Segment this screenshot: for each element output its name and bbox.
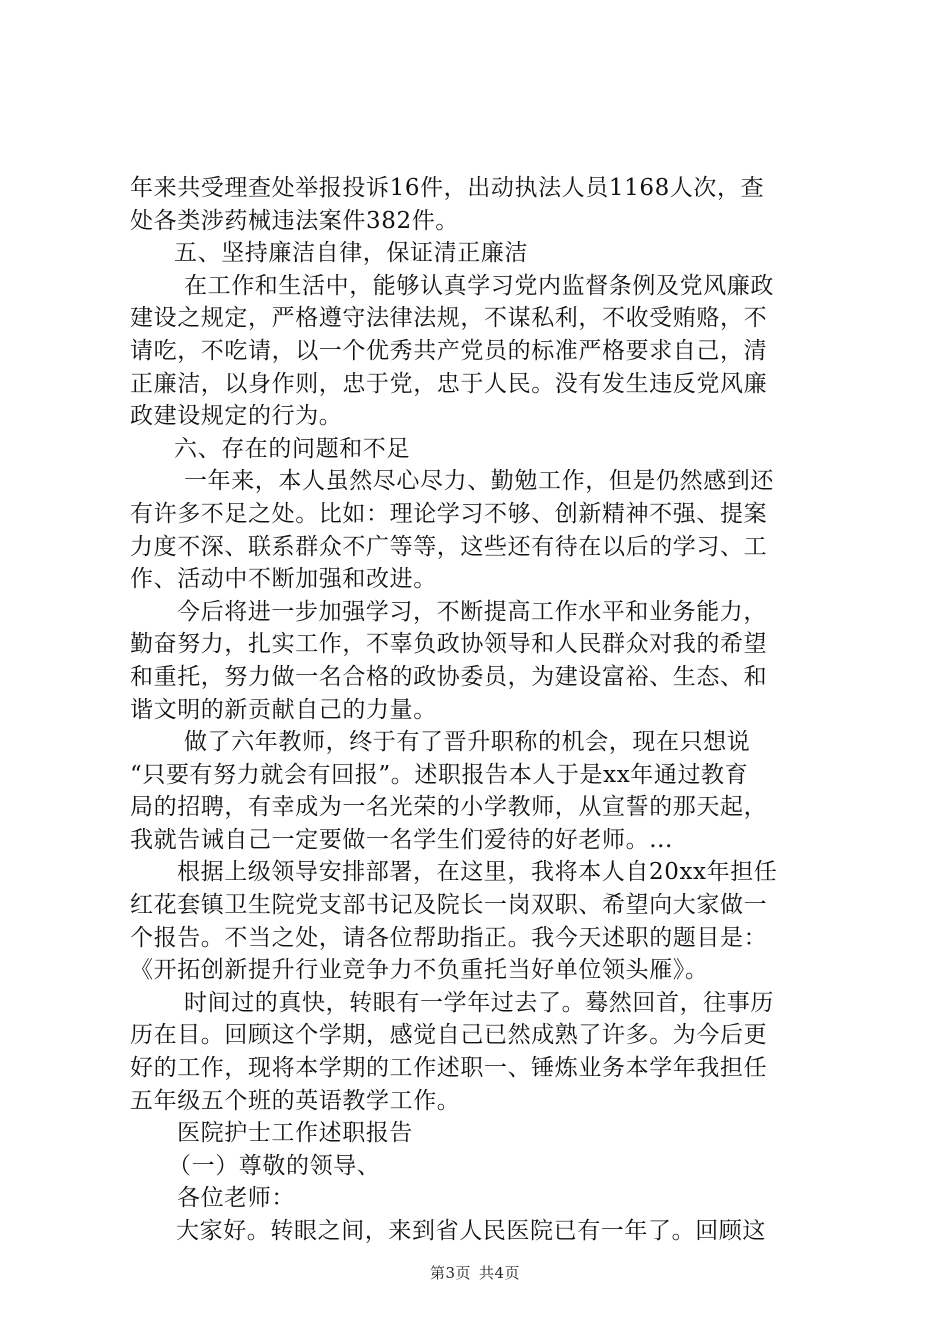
text-line: 各位老师： — [177, 1185, 295, 1212]
text-line: 医院护士工作述职报告 — [177, 1120, 413, 1147]
text-line: 今后将进一步加强学习，不断提高工作水平和业务能力， — [177, 598, 767, 625]
page-number: 第3页 — [429, 1264, 471, 1282]
text-line: 力度不深、联系群众不广等等，这些还有待在以后的学习、工 — [130, 533, 768, 560]
text-line: 年来共受理查处举报投诉16件，出动执法人员1168人次，查 — [130, 175, 765, 201]
text-line: 六、存在的问题和不足 — [174, 435, 410, 462]
text-line: 大家好。转眼之间，来到省人民医院已有一年了。回顾这 — [176, 1218, 766, 1244]
text-line: 和重托，努力做一名合格的政协委员，为建设富裕、生态、和 — [130, 663, 768, 690]
text-line: 建设之规定，严格遵守法律法规，不谋私利，不收受贿赂，不 — [130, 305, 768, 332]
text-line: 请吃，不吃请，以一个优秀共产党员的标准严格要求自己，清 — [130, 337, 768, 364]
text-line: 处各类涉药械违法案件382件。 — [130, 207, 459, 234]
page-total: 共4页 — [479, 1264, 521, 1282]
text-line: （一）尊敬的领导、 — [168, 1152, 381, 1179]
text-line: 一年来，本人虽然尽心尽力、勤勉工作，但是仍然感到还 — [184, 468, 774, 495]
text-line: 有许多不足之处。比如：理论学习不够、创新精神不强、提案 — [130, 500, 768, 527]
text-line: 我就告诫自己一定要做一名学生们爱待的好老师。... — [130, 826, 673, 853]
document-body — [130, 172, 830, 1248]
text-line: 《开拓创新提升行业竞争力不负重托当好单位领头雁》。 — [130, 957, 709, 984]
text-line: 根据上级领导安排部署，在这里，我将本人自20xx年担任 — [177, 859, 778, 886]
text-line: 红花套镇卫生院党支部书记及院长一岗双职、希望向大家做一 — [130, 892, 768, 919]
text-line: 做了六年教师，终于有了晋升职称的机会，现在只想说 — [184, 729, 751, 756]
text-line: 五、坚持廉洁自律，保证清正廉洁 — [174, 240, 528, 267]
page-footer — [0, 1262, 950, 1283]
text-line: 历在目。回顾这个学期，感觉自己已然成熟了许多。为今后更 — [130, 1022, 768, 1049]
text-line: 在工作和生活中，能够认真学习党内监督条例及党风廉政 — [184, 272, 774, 299]
text-line: 勤奋努力，扎实工作，不辜负政协领导和人民群众对我的希望 — [130, 631, 768, 658]
text-line: 作、活动中不断加强和改进。 — [130, 566, 437, 593]
text-line: 谐文明的新贡献自己的力量。 — [130, 696, 437, 723]
text-line: 政建设规定的行为。 — [130, 403, 343, 430]
text-line: 局的招聘，有幸成为一名光荣的小学教师，从宣誓的那天起， — [130, 794, 768, 821]
text-line: 时间过的真快，转眼有一学年过去了。蓦然回首，往事历 — [184, 989, 774, 1016]
text-line: “只要有努力就会有回报”。述职报告本人于是xx年通过教育 — [130, 761, 749, 788]
text-line: 个报告。不当之处，请各位帮助指正。我今天述职的题目是： — [130, 924, 768, 951]
text-line: 正廉洁，以身作则，忠于党，忠于人民。没有发生违反党风廉 — [130, 370, 768, 397]
text-line: 好的工作，现将本学期的工作述职一、锤炼业务本学年我担任 — [130, 1055, 768, 1082]
text-line: 五年级五个班的英语教学工作。 — [130, 1087, 461, 1114]
